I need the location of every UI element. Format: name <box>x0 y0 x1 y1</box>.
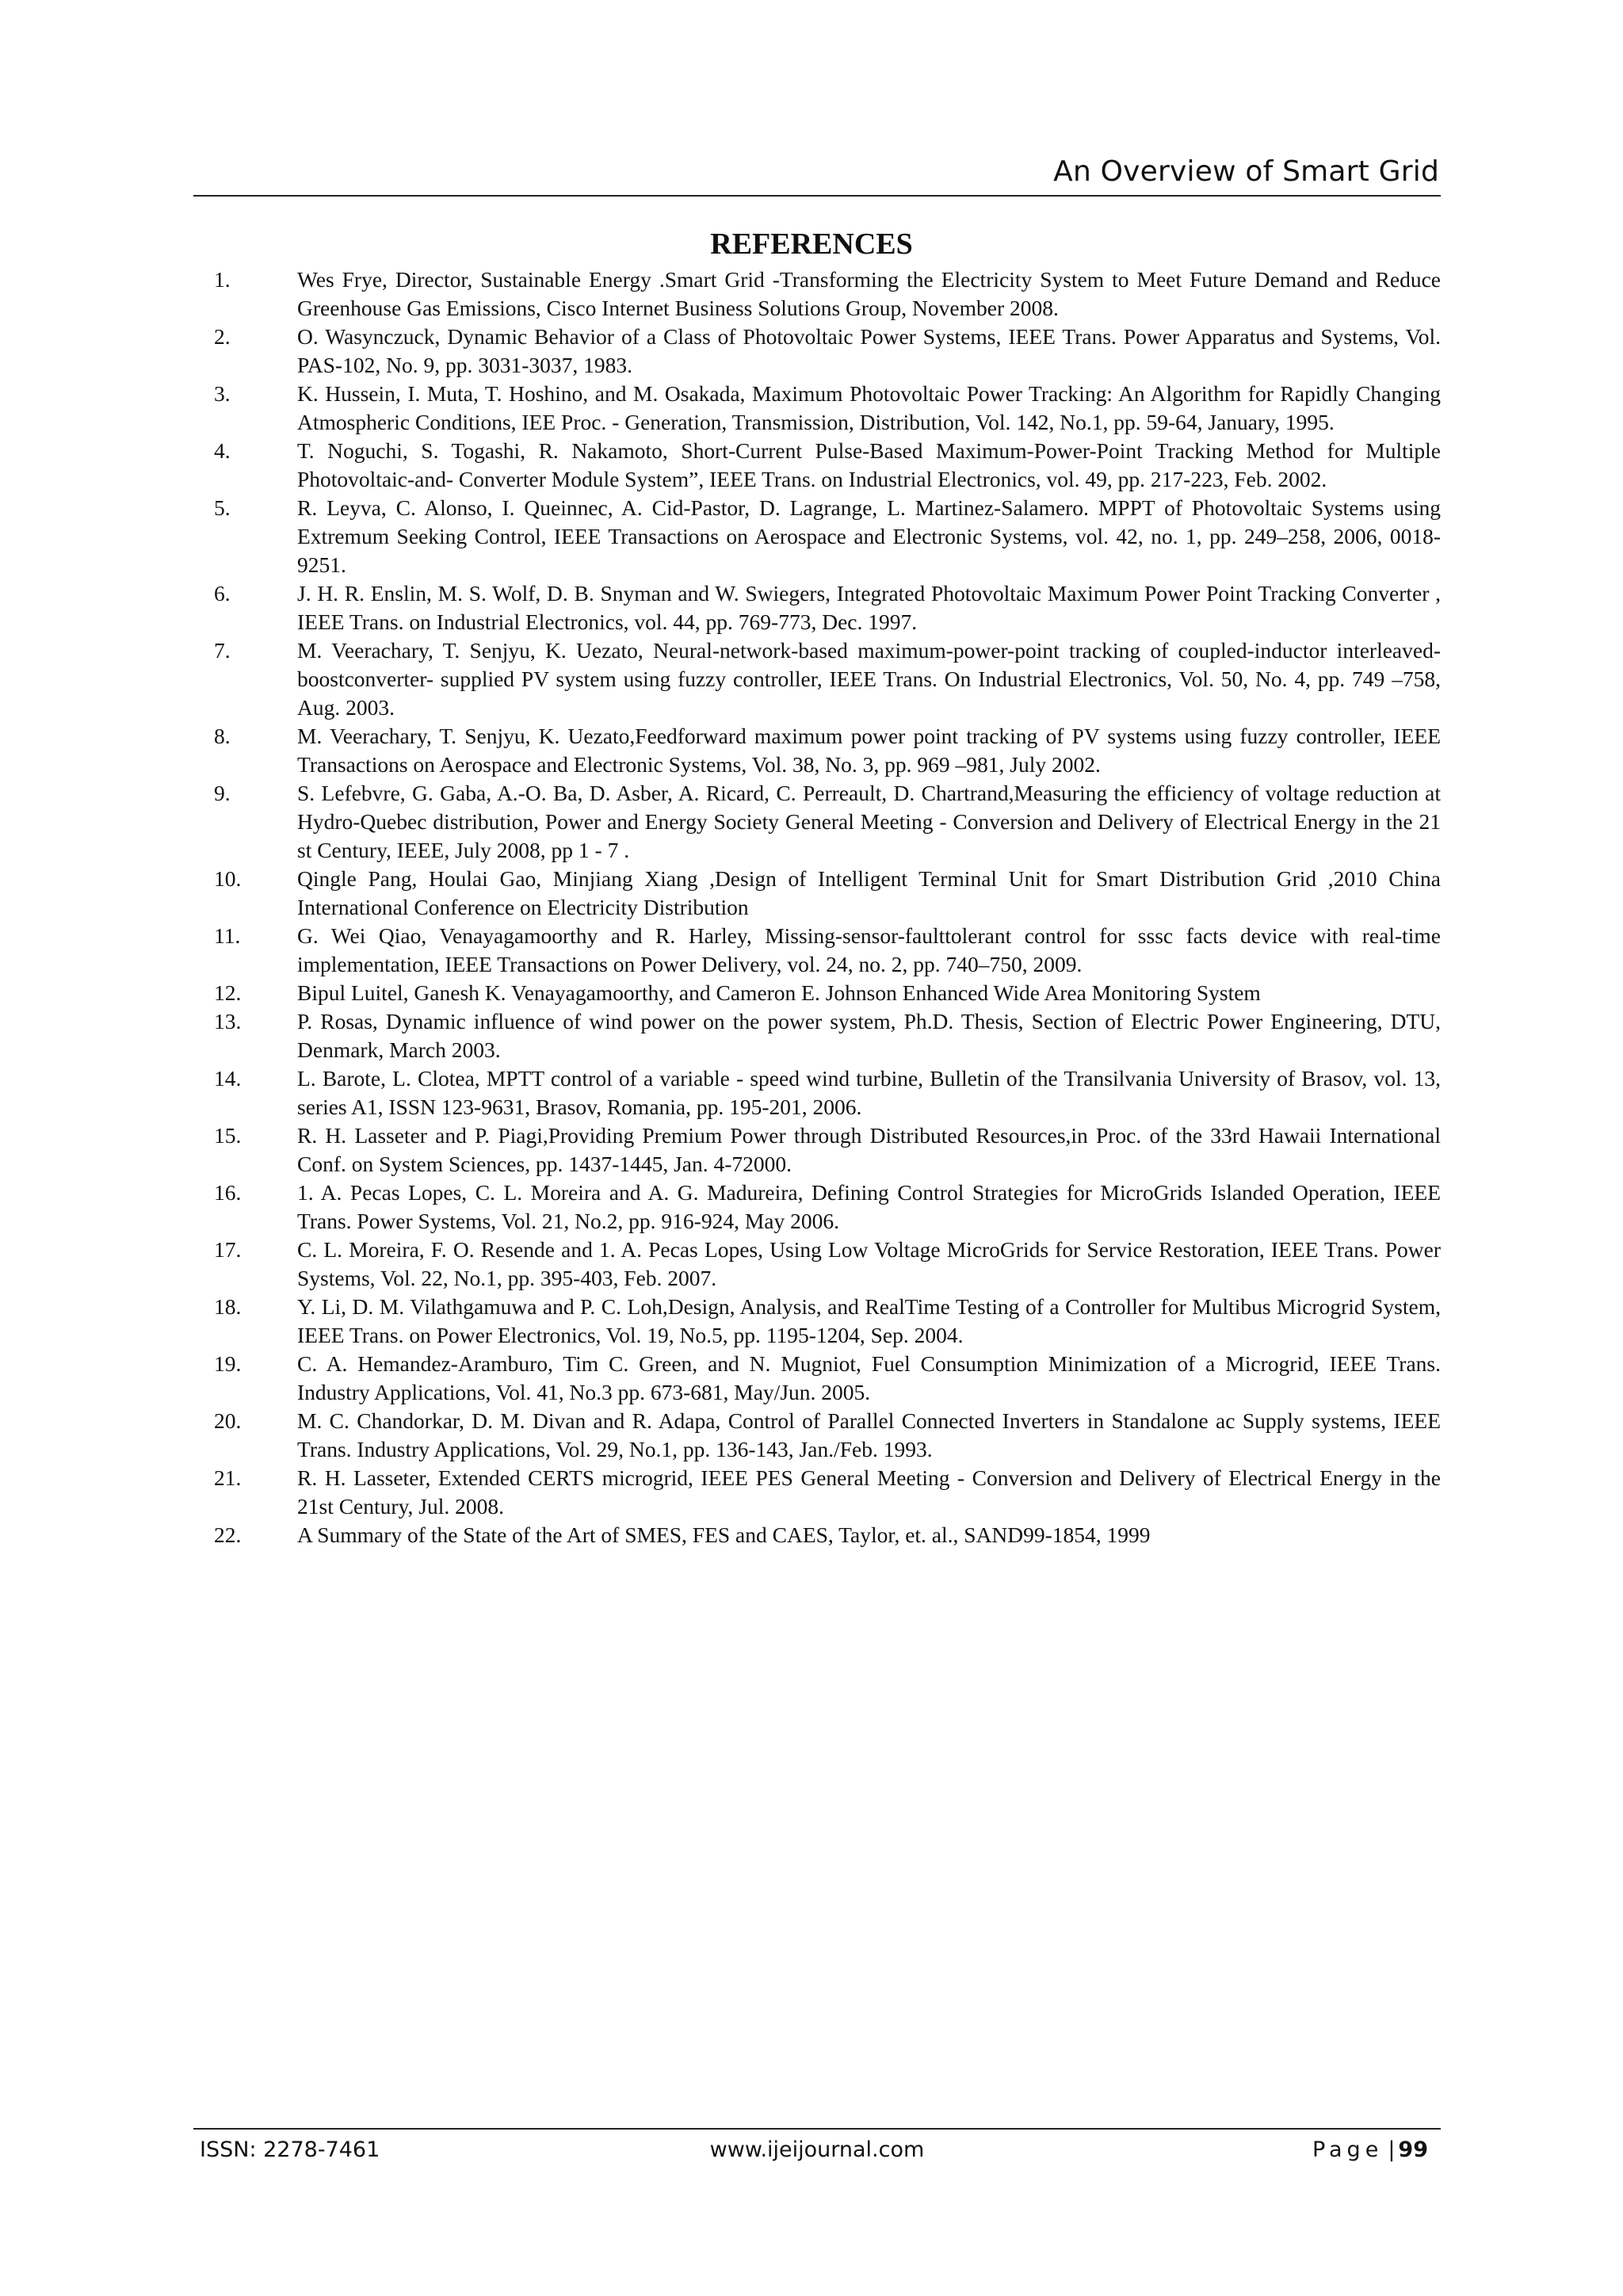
references-heading: REFERENCES <box>710 227 913 261</box>
reference-item <box>214 1407 1441 1464</box>
reference-number: 5. <box>214 495 231 520</box>
reference-text: R. Leyva, C. Alonso, I. Queinnec, A. Cid-Pastor, D. Lagrange, L. Martinez-Salamero. MPPT of Photovoltaic Systems using Extremum Seeking Control, IEEE Transactions on Aerospace and Electronic Systems, vol. 42, no. 1, pp. 249–258, 2006, 0018-9251. <box>297 495 1441 577</box>
reference-item <box>214 323 1441 380</box>
reference-item <box>214 1121 1441 1179</box>
reference-number: 7. <box>214 638 231 663</box>
reference-item <box>214 1064 1441 1121</box>
reference-item <box>214 1293 1441 1350</box>
reference-text: G. Wei Qiao, Venayagamoorthy and R. Harley, Missing-sensor-faulttolerant control for sssc facts device with real-time implementation, IEEE Transactions on Power Delivery, vol. 24, no. 2, pp. 740–750, 2009. <box>297 923 1441 976</box>
page-header <box>193 151 1441 197</box>
reference-text: C. A. Hemandez-Aramburo, Tim C. Green, and N. Mugniot, Fuel Consumption Minimization of a Microgrid, IEEE Trans. Industry Applications, Vol. 41, No.3 pp. 673-681, May/Jun. 2005. <box>297 1351 1441 1404</box>
reference-item <box>214 266 1441 323</box>
reference-number: 22. <box>214 1522 242 1547</box>
reference-number: 2. <box>214 324 231 349</box>
reference-text: Bipul Luitel, Ganesh K. Venayagamoorthy, and Cameron E. Johnson Enhanced Wide Area Monitoring System <box>297 980 1261 1005</box>
reference-number: 16. <box>214 1180 242 1205</box>
reference-number: 4. <box>214 438 231 463</box>
reference-item <box>214 1179 1441 1236</box>
running-title: An Overview of Smart Grid <box>1053 155 1439 188</box>
reference-text: 1. A. Pecas Lopes, C. L. Moreira and A. G. Madureira, Defining Control Strategies for MicroGrids Islanded Operation, IEEE Trans. Power Systems, Vol. 21, No.2, pp. 916-924, May 2006. <box>297 1180 1441 1233</box>
reference-number: 12. <box>214 980 242 1005</box>
reference-number: 11. <box>214 923 241 948</box>
reference-text: R. H. Lasseter, Extended CERTS microgrid, IEEE PES General Meeting - Conversion and Delivery of Electrical Energy in the 21st Century, Jul. 2008. <box>297 1465 1441 1519</box>
reference-list <box>214 266 1441 1549</box>
reference-item <box>214 979 1441 1007</box>
footer-separator: | <box>1388 2137 1396 2162</box>
reference-text: Y. Li, D. M. Vilathgamuwa and P. C. Loh,Design, Analysis, and RealTime Testing of a Controller for Multibus Microgrid System, IEEE Trans. on Power Electronics, Vol. 19, No.5, pp. 1195-1204, Sep. 2004. <box>297 1294 1441 1347</box>
reference-text: O. Wasynczuck, Dynamic Behavior of a Class of Photovoltaic Power Systems, IEEE Trans. Power Apparatus and Systems, Vol. PAS-102, No. 9, pp. 3031-3037, 1983. <box>297 324 1441 377</box>
reference-item <box>214 865 1441 922</box>
reference-number: 14. <box>214 1066 242 1091</box>
reference-item <box>214 1464 1441 1521</box>
reference-number: 9. <box>214 781 231 805</box>
reference-item <box>214 779 1441 865</box>
reference-text: L. Barote, L. Clotea, MPTT control of a variable - speed wind turbine, Bulletin of the Transilvania University of Brasov, vol. 13, series A1, ISSN 123-9631, Brasov, Romania, pp. 195-201, 2006. <box>297 1066 1441 1119</box>
reference-text: J. H. R. Enslin, M. S. Wolf, D. B. Snyman and W. Swiegers, Integrated Photovoltaic Maximum Power Point Tracking Converter , IEEE Trans. on Industrial Electronics, vol. 44, pp. 769-773, Dec. 1997. <box>297 581 1441 634</box>
reference-text: A Summary of the State of the Art of SMES, FES and CAES, Taylor, et. al., SAND99-1854, 1999 <box>297 1522 1151 1547</box>
footer-journal-url: www.ijeijournal.com <box>709 2137 925 2162</box>
reference-number: 10. <box>214 866 242 891</box>
reference-text: Wes Frye, Director, Sustainable Energy .Smart Grid -Transforming the Electricity System to Meet Future Demand and Reduce Greenhouse Gas Emissions, Cisco Internet Business Solutions Group, November 2008. <box>297 267 1441 320</box>
reference-number: 1. <box>214 267 231 292</box>
reference-number: 8. <box>214 724 231 748</box>
reference-text: M. Veerachary, T. Senjyu, K. Uezato, Neural-network-based maximum-power-point tracking of coupled-inductor interleaved-boostconverter- supplied PV system using fuzzy controller, IEEE Trans. On Industrial Electronics, Vol. 50, No. 4, pp. 749 –758, Aug. 2003. <box>297 638 1441 720</box>
footer-page-number: 99 <box>1398 2137 1428 2162</box>
reference-item <box>214 579 1441 636</box>
reference-number: 20. <box>214 1408 242 1433</box>
reference-number: 15. <box>214 1123 242 1148</box>
reference-item <box>214 380 1441 437</box>
reference-text: C. L. Moreira, F. O. Resende and 1. A. Pecas Lopes, Using Low Voltage MicroGrids for Service Restoration, IEEE Trans. Power Systems, Vol. 22, No.1, pp. 395-403, Feb. 2007. <box>297 1237 1441 1290</box>
reference-item <box>214 922 1441 979</box>
reference-item <box>214 1350 1441 1407</box>
reference-text: M. Veerachary, T. Senjyu, K. Uezato,Feedforward maximum power point tracking of PV systems using fuzzy controller, IEEE Transactions on Aerospace and Electronic Systems, Vol. 38, No. 3, pp. 969 –981, July 2002. <box>297 724 1441 777</box>
reference-number: 13. <box>214 1009 242 1033</box>
reference-number: 6. <box>214 581 231 606</box>
reference-item <box>214 494 1441 579</box>
reference-number: 21. <box>214 1465 242 1490</box>
reference-text: S. Lefebvre, G. Gaba, A.-O. Ba, D. Asber, A. Ricard, C. Perreault, D. Chartrand,Measuring the efficiency of voltage reduction at Hydro-Quebec distribution, Power and Energy Society General Meeting - Conversion and Delivery of Electrical Energy in the 21 st Century, IEEE, July 2008, pp 1 - 7 . <box>297 781 1441 862</box>
reference-text: M. C. Chandorkar, D. M. Divan and R. Adapa, Control of Parallel Connected Inverters in Standalone ac Supply systems, IEEE Trans. Industry Applications, Vol. 29, No.1, pp. 136-143, Jan./Feb. 1993. <box>297 1408 1441 1461</box>
reference-number: 3. <box>214 381 231 406</box>
reference-number: 19. <box>214 1351 242 1376</box>
reference-item <box>214 1521 1441 1549</box>
reference-item <box>214 722 1441 779</box>
reference-text: T. Noguchi, S. Togashi, R. Nakamoto, Short-Current Pulse-Based Maximum-Power-Point Tracking Method for Multiple Photovoltaic-and- Converter Module System”, IEEE Trans. on Industrial Electronics, vol. 49, pp. 217-223, Feb. 2002. <box>297 438 1441 491</box>
reference-text: R. H. Lasseter and P. Piagi,Providing Premium Power through Distributed Resources,in Proc. of the 33rd Hawaii International Conf. on System Sciences, pp. 1437-1445, Jan. 4-72000. <box>297 1123 1441 1176</box>
reference-item <box>214 636 1441 722</box>
footer-issn: ISSN: 2278-7461 <box>200 2137 380 2162</box>
reference-item <box>214 1236 1441 1293</box>
page-footer <box>193 2128 1441 2171</box>
reference-number: 17. <box>214 1237 242 1262</box>
footer-page-info <box>1312 2137 1428 2162</box>
reference-number: 18. <box>214 1294 242 1319</box>
reference-text: P. Rosas, Dynamic influence of wind power on the power system, Ph.D. Thesis, Section of Electric Power Engineering, DTU, Denmark, March 2003. <box>297 1009 1441 1062</box>
reference-item <box>214 437 1441 494</box>
reference-text: Qingle Pang, Houlai Gao, Minjiang Xiang ,Design of Intelligent Terminal Unit for Smart Distribution Grid ,2010 China International Conference on Electricity Distribution <box>297 866 1441 919</box>
reference-text: K. Hussein, I. Muta, T. Hoshino, and M. Osakada, Maximum Photovoltaic Power Tracking: An Algorithm for Rapidly Changing Atmospheric Conditions, IEE Proc. - Generation, Transmission, Distribution, Vol. 142, No.1, pp. 59-64, January, 1995. <box>297 381 1441 434</box>
footer-page-label: Page <box>1312 2137 1384 2162</box>
reference-item <box>214 1007 1441 1064</box>
